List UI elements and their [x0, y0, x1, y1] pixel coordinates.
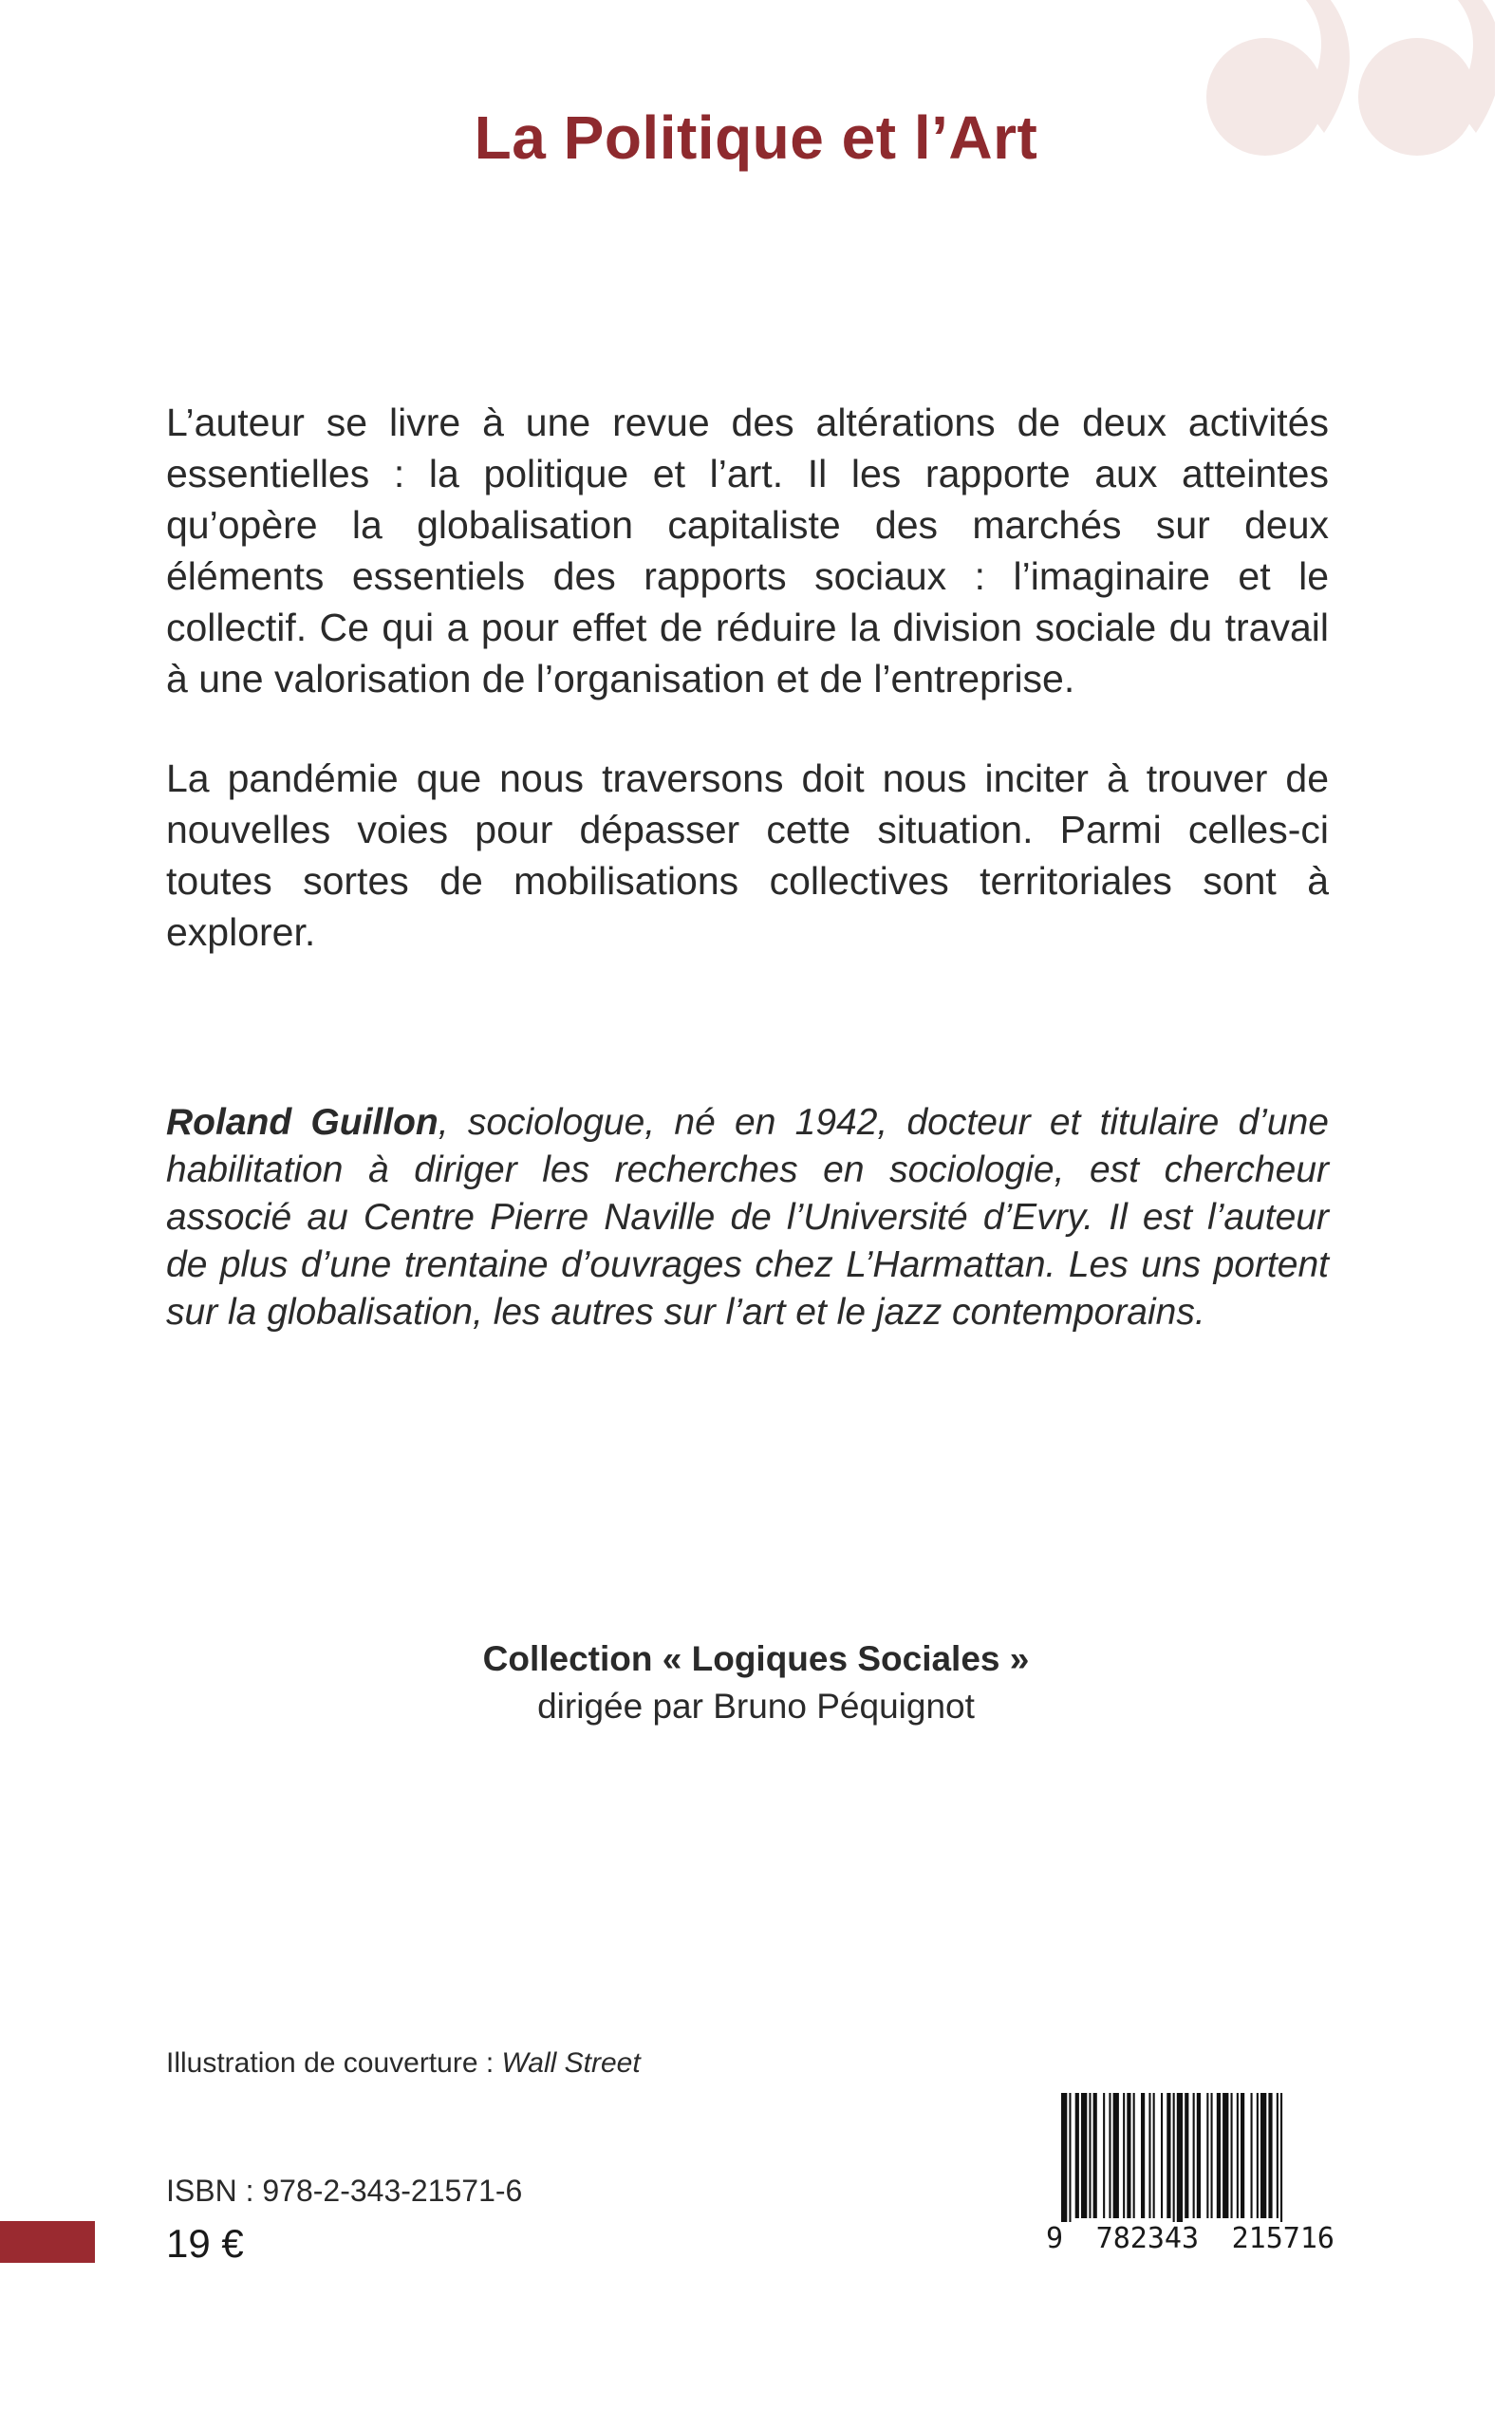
barcode-bar: [1231, 2093, 1233, 2218]
barcode-digits-left: 782343: [1095, 2222, 1200, 2255]
barcode-bar: [1211, 2093, 1213, 2218]
barcode-bar: [1177, 2093, 1183, 2226]
barcode-bar: [1277, 2093, 1279, 2218]
barcode-bar: [1127, 2093, 1130, 2218]
barcode-bar: [1075, 2093, 1079, 2218]
collection-name: Collection « Logiques Sociales »: [482, 1639, 1030, 1678]
barcode-bar: [1185, 2093, 1188, 2218]
barcode-bar: [1173, 2093, 1175, 2226]
barcode-bar: [1141, 2093, 1145, 2218]
barcode-bar: [1103, 2093, 1105, 2218]
barcode-bar: [1251, 2093, 1253, 2218]
barcode-bar: [1257, 2093, 1259, 2218]
author-bio-text: , sociologue, né en 1942, docteur et titulaire d’une habilitation à diriger les recherches en sociologie, est chercheur associé au Centre Pierre Naville de l’Université d’Evry. Il est l’auteur de plus d’une trentaine d’ouvrages chez L’Harmattan. Les uns portent sur la globalisation, les autres sur l’art et le jazz contemporains.: [166, 1102, 1329, 1333]
barcode-bars: [1044, 2093, 1336, 2226]
barcode-bar: [1241, 2093, 1244, 2218]
barcode-bar: [1109, 2093, 1111, 2218]
price: 19 €: [166, 2221, 244, 2266]
barcode-bar: [1093, 2093, 1097, 2218]
barcode-bar: [1280, 2093, 1282, 2226]
isbn: ISBN : 978-2-343-21571-6: [166, 2174, 523, 2208]
barcode-bar: [1260, 2093, 1266, 2218]
barcode-bar: [1217, 2093, 1221, 2218]
accent-bar: [0, 2221, 95, 2263]
barcode-bar: [1197, 2093, 1201, 2218]
book-title: La Politique et l’Art: [474, 103, 1038, 172]
collection-info: [0, 1635, 1512, 1730]
barcode-bar: [1167, 2093, 1170, 2218]
cover-credit-work: Wall Street: [501, 2047, 641, 2079]
barcode-digit-lead: 9: [1046, 2222, 1064, 2255]
cover-credit-label: Illustration de couverture :: [166, 2047, 502, 2079]
barcode-bar: [1133, 2093, 1135, 2218]
barcode-digits-right: 215716: [1231, 2222, 1335, 2255]
barcode-bar: [1153, 2093, 1155, 2218]
author-name: Roland Guillon: [166, 1102, 439, 1143]
author-bio: [166, 1099, 1329, 1336]
barcode-bar: [1089, 2093, 1091, 2218]
barcode-bar: [1268, 2093, 1272, 2218]
barcode-bar: [1161, 2093, 1163, 2218]
barcode: [1044, 2093, 1336, 2254]
barcode-bar: [1148, 2093, 1150, 2218]
barcode-bar: [1193, 2093, 1195, 2218]
barcode-bar: [1113, 2093, 1119, 2218]
barcode-bar: [1061, 2093, 1067, 2226]
barcode-bar: [1069, 2093, 1071, 2226]
collection-director: dirigée par Bruno Péquignot: [537, 1687, 975, 1726]
blurb-paragraph-1: L’auteur se livre à une revue des altérations de deux activités essentielles : la politique et l’art. Il les rapporte aux atteintes qu’opère la globalisation capitaliste des marchés sur deux éléments essentiels des rapports sociaux : l’imaginaire et le collectif. Ce qui a pour effet de réduire la division sociale du travail à une valorisation de l’organisation et de l’entreprise.: [166, 401, 1329, 700]
barcode-bar: [1223, 2093, 1228, 2218]
cover-credit: [166, 2047, 641, 2080]
barcode-digits: [1044, 2222, 1336, 2255]
barcode-bar: [1206, 2093, 1208, 2218]
barcode-bar: [1081, 2093, 1087, 2218]
blurb-paragraph-2: La pandémie que nous traversons doit nous inciter à trouver de nouvelles voies pour dépasser cette situation. Parmi celles-ci toutes sortes de mobilisations collectives territoriales sont à explorer.: [166, 756, 1329, 954]
barcode-bar: [1123, 2093, 1125, 2218]
barcode-bar: [1237, 2093, 1239, 2218]
